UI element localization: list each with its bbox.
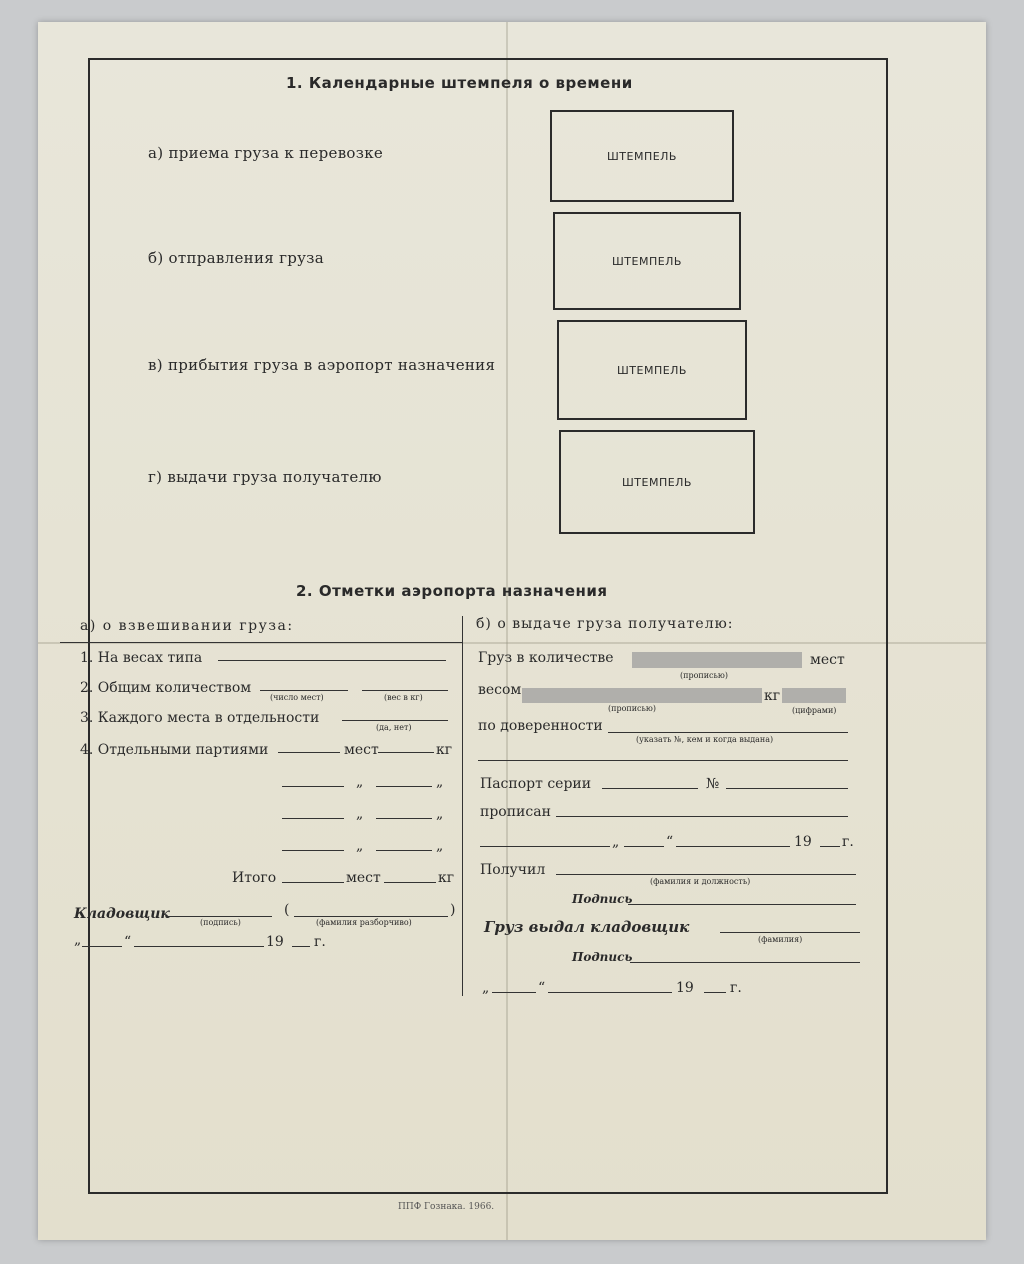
ditto-mark: „ xyxy=(436,774,444,790)
total-weight-field[interactable] xyxy=(384,882,436,883)
issue-year-field[interactable] xyxy=(704,992,726,993)
issued-by-name-field[interactable] xyxy=(720,932,860,933)
issue-year-prefix: 19 xyxy=(676,980,694,996)
printer-imprint: ППФ Гознака. 1966. xyxy=(398,1202,495,1212)
quantity-label: Груз в количестве xyxy=(478,650,614,666)
registered-label: прописан xyxy=(480,804,551,820)
passport-number-field[interactable] xyxy=(726,788,848,789)
storekeeper-name-field[interactable] xyxy=(294,916,448,917)
left-year-field[interactable] xyxy=(292,946,310,947)
weight-label: весом xyxy=(478,682,522,698)
close-paren: ) xyxy=(450,902,456,918)
stamp-box-delivery xyxy=(559,430,755,534)
stamp-box-acceptance xyxy=(550,110,734,202)
right-date-day-field[interactable] xyxy=(624,846,664,847)
issue-year-suffix: г. xyxy=(730,980,742,996)
stamp-box-label: ШТЕМПЕЛЬ xyxy=(607,149,677,163)
passport-number-sign: № xyxy=(706,776,720,792)
registered-field-line2[interactable] xyxy=(480,846,610,847)
registered-field[interactable] xyxy=(556,816,848,817)
batch4-weight-field[interactable] xyxy=(376,850,432,851)
signature-field-2[interactable] xyxy=(630,962,860,963)
storekeeper-signature-hint: (подпись) xyxy=(200,918,241,927)
proxy-label: по доверенности xyxy=(478,718,603,734)
ditto-mark: „ xyxy=(436,838,444,854)
quantity-hint: (прописью) xyxy=(680,671,728,680)
storekeeper-signature-field[interactable] xyxy=(166,916,272,917)
date-open-quote: „ xyxy=(612,834,620,850)
issued-by-storekeeper-label: Груз выдал кладовщик xyxy=(484,918,690,936)
ditto-mark: „ xyxy=(356,774,364,790)
right-year-suffix: г. xyxy=(842,834,854,850)
right-year-prefix: 19 xyxy=(794,834,812,850)
weight-words-redacted xyxy=(522,688,762,703)
storekeeper-name-hint: (фамилия разборчиво) xyxy=(316,918,412,927)
proxy-hint: (указать №, кем и когда выдана) xyxy=(636,735,774,744)
total-pieces-unit: мест xyxy=(346,870,381,886)
total-count-label: 2. Общим количеством xyxy=(80,680,252,696)
section2-title: 2. Отметки аэропорта назначения xyxy=(296,582,608,600)
batch3-weight-field[interactable] xyxy=(376,818,432,819)
batch2-pieces-field[interactable] xyxy=(282,786,344,787)
stamp-label-acceptance: а) приема груза к перевозке xyxy=(148,144,384,162)
left-date-day-field[interactable] xyxy=(82,946,122,947)
signature-label: Подпись xyxy=(572,892,633,906)
stamp-label-delivery: г) выдачи груза получателю xyxy=(148,468,382,486)
right-date-month-field[interactable] xyxy=(676,846,790,847)
quantity-unit: мест xyxy=(810,652,845,668)
stamp-box-label: ШТЕМПЕЛЬ xyxy=(612,254,682,268)
batch4-pieces-field[interactable] xyxy=(282,850,344,851)
passport-series-field[interactable] xyxy=(602,788,698,789)
scales-type-label: 1. На весах типа xyxy=(80,650,203,666)
issued-by-name-hint: (фамилия) xyxy=(758,935,803,944)
weight-digits-redacted xyxy=(782,688,846,703)
pieces-count-hint: (число мест) xyxy=(270,693,324,702)
each-piece-hint: (да, нет) xyxy=(376,723,412,732)
right-year-field[interactable] xyxy=(820,846,840,847)
storekeeper-label: Кладовщик xyxy=(74,906,170,922)
column-divider xyxy=(462,616,463,996)
stamp-box-departure xyxy=(553,212,741,310)
each-piece-field[interactable] xyxy=(342,720,448,721)
stamp-box-label: ШТЕМПЕЛЬ xyxy=(617,363,687,377)
left-year-prefix: 19 xyxy=(266,934,284,950)
batches-label: 4. Отдельными партиями xyxy=(80,742,269,758)
open-paren: ( xyxy=(284,902,290,918)
section1-title: 1. Календарные штемпеля о времени xyxy=(286,74,633,92)
batch3-pieces-field[interactable] xyxy=(282,818,344,819)
batch-weight-unit: кг xyxy=(436,742,453,758)
ditto-mark: „ xyxy=(356,838,364,854)
total-pieces-field[interactable] xyxy=(282,882,344,883)
quantity-redacted xyxy=(632,652,802,668)
passport-series-label: Паспорт серии xyxy=(480,776,592,792)
issue-date-month-field[interactable] xyxy=(548,992,672,993)
weight-kg-hint: (вес в кг) xyxy=(384,693,423,702)
left-date-month-field[interactable] xyxy=(134,946,264,947)
date-close-quote: “ xyxy=(124,934,132,950)
weighing-heading: а) о взвешивании груза: xyxy=(80,618,294,634)
left-year-suffix: г. xyxy=(314,934,326,950)
batch-pieces-unit: мест xyxy=(344,742,379,758)
received-hint: (фамилия и должность) xyxy=(650,877,751,886)
total-weight-unit: кг xyxy=(438,870,455,886)
weight-words-hint: (прописью) xyxy=(608,704,656,713)
signature-field[interactable] xyxy=(628,904,856,905)
each-piece-label: 3. Каждого места в отдельности xyxy=(80,710,320,726)
date-close-quote: “ xyxy=(538,980,546,996)
proxy-field[interactable] xyxy=(608,732,848,733)
date-close-quote: “ xyxy=(666,834,674,850)
weight-unit: кг xyxy=(764,688,781,704)
ditto-mark: „ xyxy=(436,806,444,822)
proxy-field-line2[interactable] xyxy=(478,760,848,761)
batch-weight-field[interactable] xyxy=(378,752,434,753)
weight-digits-hint: (цифрами) xyxy=(792,706,837,715)
stamp-label-arrival: в) прибытия груза в аэропорт назначения xyxy=(148,356,496,374)
pieces-count-field[interactable] xyxy=(260,690,348,691)
stamp-label-departure: б) отправления груза xyxy=(148,249,325,267)
ditto-mark: „ xyxy=(356,806,364,822)
stamp-box-label: ШТЕМПЕЛЬ xyxy=(622,475,692,489)
weight-kg-field[interactable] xyxy=(362,690,448,691)
left-heading-rule xyxy=(60,642,462,643)
date-open-quote: „ xyxy=(74,932,82,948)
scales-type-field[interactable] xyxy=(218,660,446,661)
received-label: Получил xyxy=(480,862,546,878)
batch2-weight-field[interactable] xyxy=(376,786,432,787)
signature-label-2: Подпись xyxy=(572,950,633,964)
total-label: Итого xyxy=(232,870,277,886)
issue-heading: б) о выдаче груза получателю: xyxy=(476,616,734,632)
stamp-box-arrival xyxy=(557,320,747,420)
received-field[interactable] xyxy=(556,874,856,875)
date-open-quote: „ xyxy=(482,980,490,996)
batch-pieces-field[interactable] xyxy=(278,752,340,753)
issue-date-day-field[interactable] xyxy=(492,992,536,993)
